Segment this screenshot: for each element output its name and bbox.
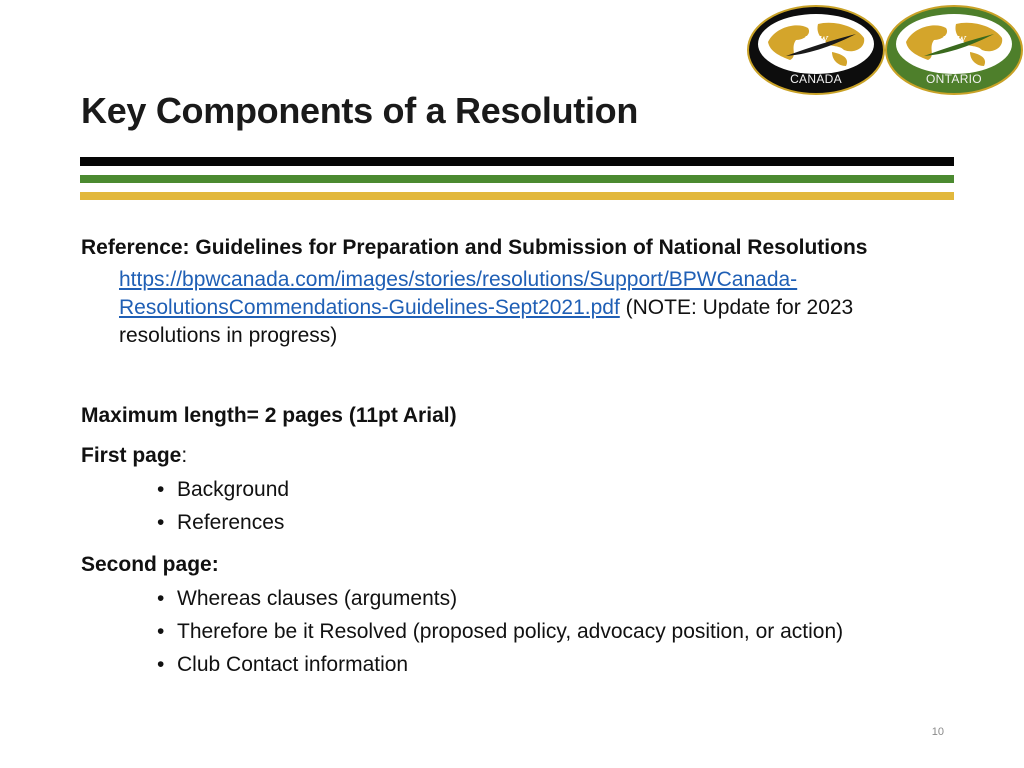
- reference-note-continued: resolutions in progress): [119, 324, 338, 347]
- page-number: 10: [931, 726, 944, 738]
- list-item: • References: [157, 506, 961, 539]
- second-page-heading: [81, 551, 961, 579]
- first-page-heading: [81, 442, 961, 470]
- first-page-label: First page: [81, 444, 182, 467]
- second-page-list: [81, 582, 961, 681]
- reference-body: [119, 266, 961, 350]
- bpw-canada-logo: [746, 4, 886, 96]
- reference-link-line1[interactable]: https://bpwcanada.com/images/stories/resolutions/Support/BPWCanada-: [119, 268, 798, 291]
- svg-text:ONTARIO: ONTARIO: [926, 72, 982, 86]
- second-page-label: Second page:: [81, 553, 219, 576]
- list-item: • Therefore be it Resolved (proposed policy, advocacy position, or action): [157, 615, 961, 648]
- svg-text:BPW: BPW: [804, 34, 828, 46]
- divider-black: [80, 157, 954, 166]
- first-page-list: [81, 473, 961, 539]
- logo-group: [744, 4, 1024, 96]
- list-item: • Background: [157, 473, 961, 506]
- divider-gold: [80, 192, 954, 200]
- svg-text:CANADA: CANADA: [790, 72, 842, 86]
- max-length-note: Maximum length= 2 pages (11pt Arial): [81, 404, 457, 427]
- list-item: • Whereas clauses (arguments): [157, 582, 961, 615]
- first-page-colon: :: [181, 444, 188, 467]
- svg-text:BPW: BPW: [942, 34, 966, 46]
- bpw-ontario-logo: [884, 4, 1024, 96]
- divider-green: [80, 175, 954, 183]
- reference-heading: Reference: Guidelines for Preparation and Submission of National Resolutions: [81, 236, 868, 259]
- reference-link-line2[interactable]: ResolutionsCommendations-Guidelines-Sept2021.pdf: [119, 296, 620, 319]
- list-item: • Club Contact information: [157, 648, 961, 681]
- slide-title: Key Components of a Resolution: [81, 90, 639, 131]
- reference-note: (NOTE: Update for 2023: [619, 296, 854, 319]
- slide-body: [81, 234, 961, 681]
